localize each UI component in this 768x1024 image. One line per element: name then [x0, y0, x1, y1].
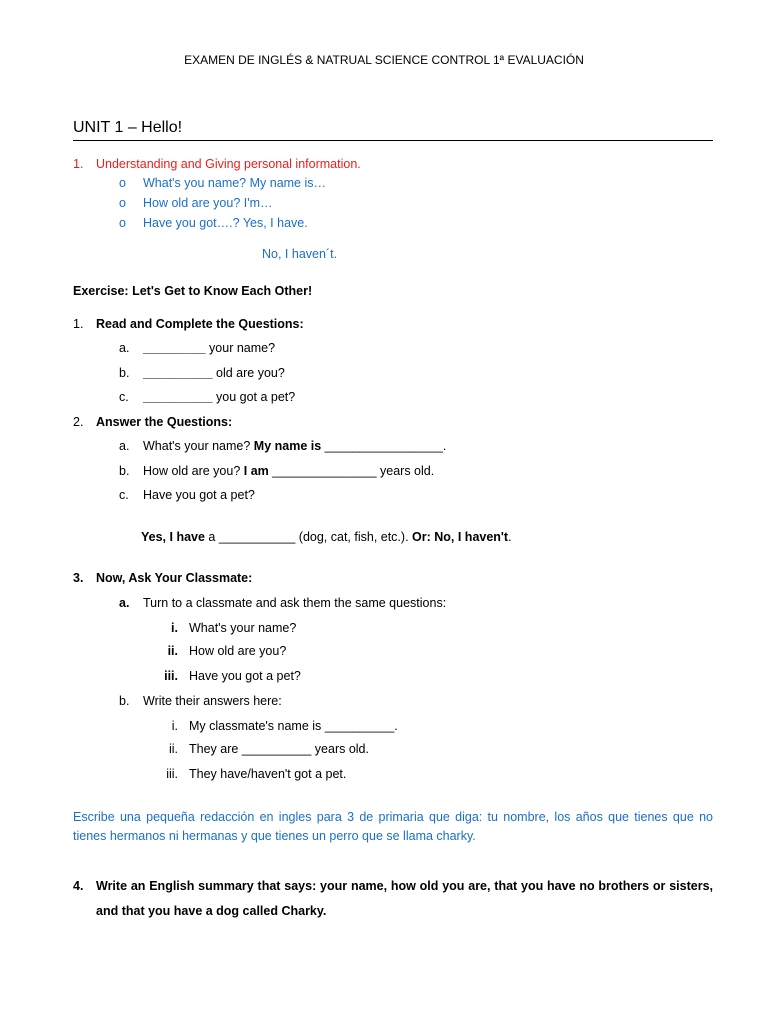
q2-item-b: How old are you? I am _______________ years old. [143, 464, 435, 478]
blank-line: _________ [143, 341, 206, 355]
q1-letter: a. [119, 341, 130, 355]
q1-letter: c. [119, 390, 129, 404]
q3-a-item: What's your name? [189, 621, 297, 635]
roman-numeral: ii. [167, 644, 178, 658]
roman-numeral: i. [171, 719, 178, 733]
q1-item-b: __________ old are you? [143, 366, 285, 380]
q3-a-text: Turn to a classmate and ask them the same questions: [143, 596, 447, 610]
section1-item: How old are you? I'm… [143, 196, 273, 210]
spanish-instruction: Escribe una pequeña redacción en ingles para 3 de primaria que diga: tu nombre, los años que tienes que no tienes hermanos ni hermanas y que tienes un perro que se llama charky. [73, 810, 713, 843]
q1-item-c: __________ you got a pet? [143, 390, 296, 404]
q2-item-c: Have you got a pet? [143, 488, 255, 502]
roman-numeral: i. [171, 621, 178, 635]
bullet-marker: o [119, 196, 126, 210]
bullet-marker: o [119, 176, 126, 190]
blank-line: __________ [143, 366, 213, 380]
q3-b-item: They are __________ years old. [189, 742, 369, 756]
section1-number: 1. [73, 157, 84, 171]
section1-item: Have you got….? Yes, I have. [143, 216, 308, 230]
q2-letter: a. [119, 439, 130, 453]
q3-b-text: Write their answers here: [143, 694, 282, 708]
q2-number: 2. [73, 415, 84, 429]
q3-title: Now, Ask Your Classmate: [96, 571, 253, 585]
q3-b-item: They have/haven't got a pet. [189, 767, 347, 781]
q1-number: 1. [73, 317, 84, 331]
q3-number: 3. [73, 571, 84, 585]
q4-text: Write an English summary that says: your name, how old you are, that you have no brothers or sisters, and that you have a dog called Charky. [96, 879, 713, 918]
q1-item-a: _________ your name? [143, 341, 276, 355]
section1-title: Understanding and Giving personal information. [96, 157, 361, 171]
q3-a-item: Have you got a pet? [189, 669, 301, 683]
q3-a-item: How old are you? [189, 644, 287, 658]
section1-item: What's you name? My name is… [143, 176, 327, 190]
bullet-marker: o [119, 216, 126, 230]
q2-item-a: What's your name? My name is _________________. [143, 439, 447, 453]
document-header: EXAMEN DE INGLÉS & NATRUAL SCIENCE CONTROL 1ª EVALUACIÓN [184, 53, 584, 67]
q2-letter: b. [119, 464, 130, 478]
exercise-title: Exercise: Let's Get to Know Each Other! [73, 284, 313, 298]
blank-line: __________ [143, 390, 213, 404]
q4-number: 4. [73, 879, 84, 893]
q2-answer-template: Yes, I have a ___________ (dog, cat, fish, etc.). Or: No, I haven't. [141, 530, 512, 544]
q3-letter: a. [119, 596, 130, 610]
roman-numeral: iii. [164, 669, 178, 683]
q1-title: Read and Complete the Questions: [96, 317, 304, 331]
unit-title: UNIT 1 – Hello! [73, 119, 183, 136]
q3-letter: b. [119, 694, 130, 708]
q1-letter: b. [119, 366, 130, 380]
roman-numeral: ii. [168, 742, 178, 756]
roman-numeral: iii. [166, 767, 178, 781]
q3-b-item: My classmate's name is __________. [189, 719, 398, 733]
q2-letter: c. [119, 488, 129, 502]
section1-extra: No, I haven´t. [262, 247, 338, 261]
q2-title: Answer the Questions: [96, 415, 233, 429]
title-underline [73, 140, 713, 141]
